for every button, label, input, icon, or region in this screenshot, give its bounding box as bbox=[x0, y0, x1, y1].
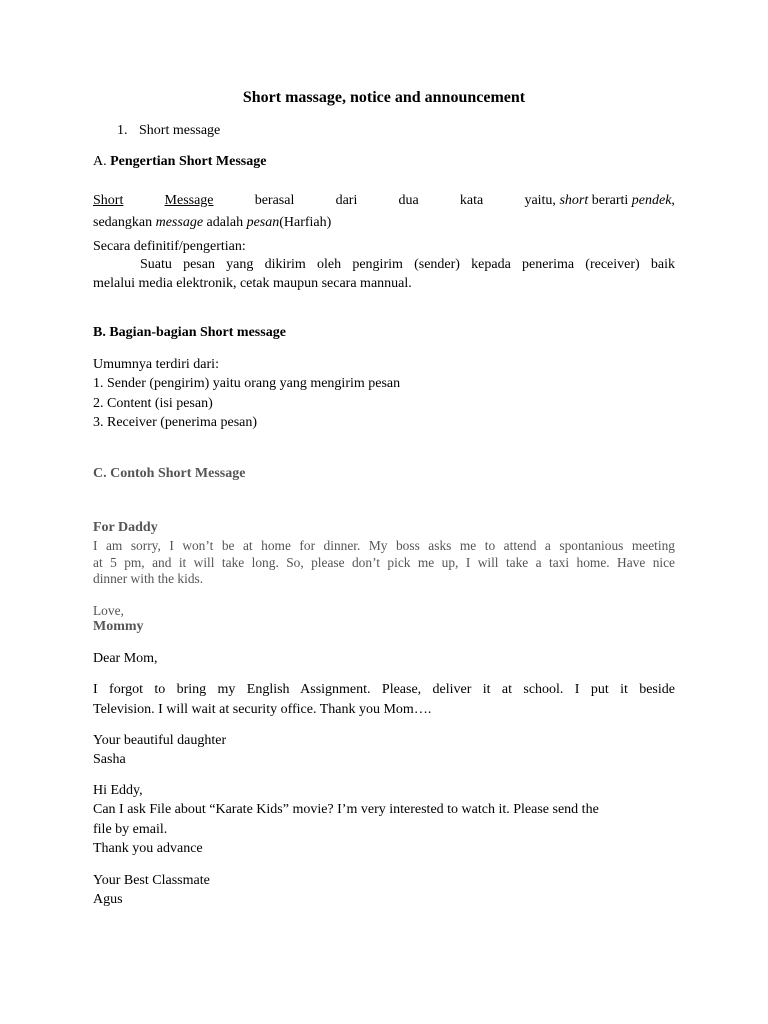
section-a-heading bbox=[93, 153, 266, 171]
message-3-body-line-1: Can I ask File about “Karate Kids” movie? I’m very interested to watch it. Please send the bbox=[93, 802, 599, 817]
text-adalah: adalah bbox=[203, 215, 247, 230]
text-sedangkan: sedangkan bbox=[93, 215, 156, 230]
section-b-item-1: 1. Sender (pengirim) yaitu orang yang mengirim pesan bbox=[93, 376, 401, 391]
word-short-italic: short bbox=[559, 193, 589, 208]
definisi-line-1 bbox=[93, 256, 675, 274]
word-dua: dua bbox=[398, 193, 419, 208]
message-2-body-line-1: I forgot to bring my English Assignment. Please, deliver it at school. I put it beside bbox=[93, 682, 675, 697]
message-2-body-line-2: Television. I will wait at security office. Thank you Mom…. bbox=[93, 702, 432, 717]
message-1-body-line-3: dinner with the kids. bbox=[93, 571, 204, 586]
definisi-line-2: melalui media elektronik, cetak maupun secara mannual. bbox=[93, 276, 412, 291]
definition-line-1 bbox=[93, 192, 675, 210]
list-item-text: Short message bbox=[139, 123, 221, 138]
word-yaitu-group bbox=[524, 192, 674, 210]
section-b-heading: B. Bagian-bagian Short message bbox=[93, 325, 286, 340]
word-pesan-italic: pesan bbox=[246, 215, 280, 230]
message-3-closing: Your Best Classmate bbox=[93, 873, 210, 888]
message-3-body-line-2: file by email. bbox=[93, 822, 168, 837]
message-1-closing: Love, bbox=[93, 603, 124, 618]
document-title: Short massage, notice and announcement bbox=[242, 89, 526, 106]
word-yaitu: yaitu, bbox=[524, 193, 556, 208]
message-3-sender: Agus bbox=[93, 892, 123, 907]
message-1-body-line-1: I am sorry, I won’t be at home for dinner. My boss asks me to attend a spontanious meeting bbox=[93, 538, 675, 553]
section-b-item-3: 3. Receiver (penerima pesan) bbox=[93, 415, 258, 430]
word-berarti: berarti bbox=[591, 193, 629, 208]
word-dari: dari bbox=[335, 193, 358, 208]
definisi-label: Secara definitif/pengertian: bbox=[93, 239, 246, 254]
section-a-prefix: A. bbox=[93, 154, 111, 169]
list-item-number: 1. bbox=[117, 123, 128, 138]
section-b-item-2: 2. Content (isi pesan) bbox=[93, 396, 213, 411]
word-kata: kata bbox=[459, 193, 484, 208]
message-3-greeting: Hi Eddy, bbox=[93, 783, 143, 798]
message-1-greeting: For Daddy bbox=[93, 520, 158, 535]
message-1-sender: Mommy bbox=[93, 619, 144, 634]
message-2-greeting: Dear Mom, bbox=[93, 651, 158, 666]
message-3-body-line-3: Thank you advance bbox=[93, 841, 203, 856]
definisi-line-1-text: Suatu pesan yang dikirim oleh pengirim (sender) kepada penerima (receiver) baik bbox=[140, 257, 675, 272]
word-pendek-italic: pendek bbox=[631, 193, 672, 208]
section-c-heading: C. Contoh Short Message bbox=[93, 466, 246, 481]
word-message-italic: message bbox=[155, 215, 204, 230]
section-b-intro: Umumnya terdiri dari: bbox=[93, 357, 219, 372]
message-2-closing: Your beautiful daughter bbox=[93, 733, 227, 748]
section-a-heading-text: Pengertian Short Message bbox=[110, 154, 267, 169]
word-message-underlined: Message bbox=[164, 193, 214, 208]
definition-line-2 bbox=[93, 214, 331, 232]
text-harfiah: (Harfiah) bbox=[279, 215, 332, 230]
message-1-body-line-2: at 5 pm, and it will take long. So, please don’t pick me up, I will take a taxi home. Have nice bbox=[93, 555, 675, 570]
message-2-sender: Sasha bbox=[93, 752, 126, 767]
word-berasal: berasal bbox=[254, 193, 295, 208]
word-short-underlined: Short bbox=[93, 193, 124, 208]
comma: , bbox=[671, 193, 675, 208]
